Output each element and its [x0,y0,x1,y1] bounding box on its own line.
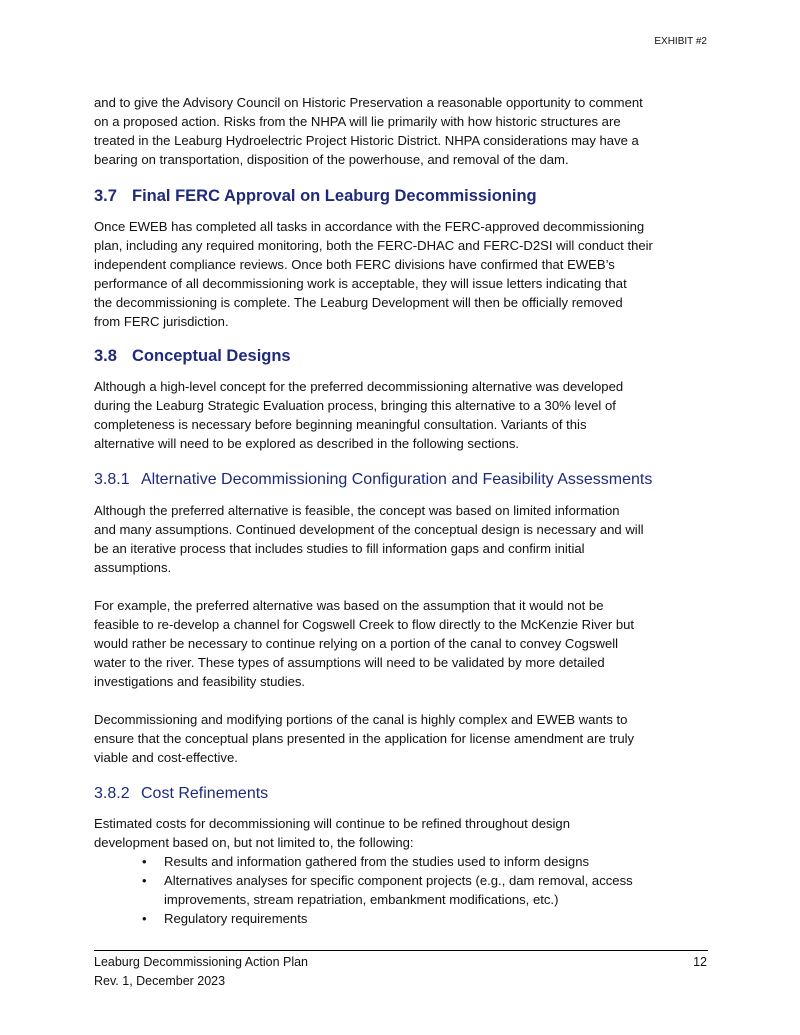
text-line: ensure that the conceptual plans presented in the application for license amendment are truly [94,731,635,746]
section-number: 3.8.2 [94,785,130,802]
text-line: plan, including any required monitoring, both the FERC-DHAC and FERC-D2SI will conduct their [94,238,653,253]
footer-title: Leaburg Decommissioning Action Plan [94,955,309,969]
footer-revision: Rev. 1, December 2023 [94,974,226,988]
text-line: alternative will need to be explored as described in the following sections. [94,436,520,451]
bullet-item [140,871,633,909]
bullet-item [140,852,633,871]
text-line: from FERC jurisdiction. [94,314,229,329]
text-line: performance of all decommissioning work is acceptable, they will issue letters indicating that [94,276,627,291]
section-number: 3.8.1 [94,471,130,488]
paragraph-nhpa [94,93,714,169]
text-line: Although a high-level concept for the preferred decommissioning alternative was developed [94,379,624,394]
bullet-list [140,852,633,928]
text-line: viable and cost-effective. [94,750,238,765]
text-line: would rather be necessary to continue relying on a portion of the canal to convey Cogswell [94,636,619,651]
text-line: be an iterative process that includes studies to fill information gaps and confirm initial [94,541,585,556]
paragraph-canal [94,710,714,767]
footer-divider [94,950,708,951]
heading-3-8-1 [94,471,652,489]
exhibit-label: EXHIBIT #2 [654,36,707,47]
text-line: independent compliance reviews. Once both FERC divisions have confirmed that EWEB’s [94,257,615,272]
paragraph-feasibility [94,501,714,577]
text-line: Regulatory requirements [164,911,308,926]
page-number: 12 [693,955,707,969]
section-title: Final FERC Approval on Leaburg Decommissioning [132,187,537,205]
paragraph-cost [94,814,714,852]
text-line: investigations and feasibility studies. [94,674,306,689]
text-line: development based on, but not limited to, the following: [94,835,414,850]
text-line: during the Leaburg Strategic Evaluation process, bringing this alternative to a 30% level of [94,398,616,413]
text-line: and many assumptions. Continued development of the conceptual design is necessary and will [94,522,644,537]
text-line: feasible to re-develop a channel for Cogswell Creek to flow directly to the McKenzie River but [94,617,635,632]
text-line: treated in the Leaburg Hydroelectric Project Historic District. NHPA considerations may have a [94,133,639,148]
text-line: Decommissioning and modifying portions of the canal is highly complex and EWEB wants to [94,712,628,727]
paragraph-ferc-approval [94,217,714,331]
heading-3-7 [94,187,537,206]
bullet-item [140,909,633,928]
heading-3-8-2 [94,785,268,803]
text-line: completeness is necessary before beginning meaningful consultation. Variants of this [94,417,587,432]
text-line: Once EWEB has completed all tasks in accordance with the FERC-approved decommissioning [94,219,645,234]
paragraph-conceptual-designs [94,377,714,453]
section-title: Conceptual Designs [132,347,291,365]
text-line: the decommissioning is complete. The Leaburg Development will then be officially removed [94,295,623,310]
text-line: water to the river. These types of assumptions will need to be validated by more detailed [94,655,605,670]
text-line: For example, the preferred alternative was based on the assumption that it would not be [94,598,604,613]
text-line: Although the preferred alternative is feasible, the concept was based on limited information [94,503,620,518]
section-title: Alternative Decommissioning Configuration and Feasibility Assessments [141,471,653,488]
text-line: improvements, stream repatriation, embankment modifications, etc.) [164,892,559,907]
bullet-icon: • [142,911,147,926]
text-line: bearing on transportation, disposition of the powerhouse, and removal of the dam. [94,152,569,167]
bullet-icon: • [142,854,147,869]
section-number: 3.8 [94,347,117,365]
text-line: Alternatives analyses for specific component projects (e.g., dam removal, access [164,873,633,888]
text-line: Estimated costs for decommissioning will continue to be refined throughout design [94,816,570,831]
bullet-icon: • [142,873,147,888]
heading-3-8 [94,347,291,366]
footer [94,953,308,991]
text-line: and to give the Advisory Council on Historic Preservation a reasonable opportunity to comment [94,95,643,110]
paragraph-example [94,596,714,691]
text-line: assumptions. [94,560,172,575]
text-line: Results and information gathered from the studies used to inform designs [164,854,590,869]
text-line: on a proposed action. Risks from the NHPA will lie primarily with how historic structures are [94,114,621,129]
section-number: 3.7 [94,187,117,205]
section-title: Cost Refinements [141,785,269,802]
